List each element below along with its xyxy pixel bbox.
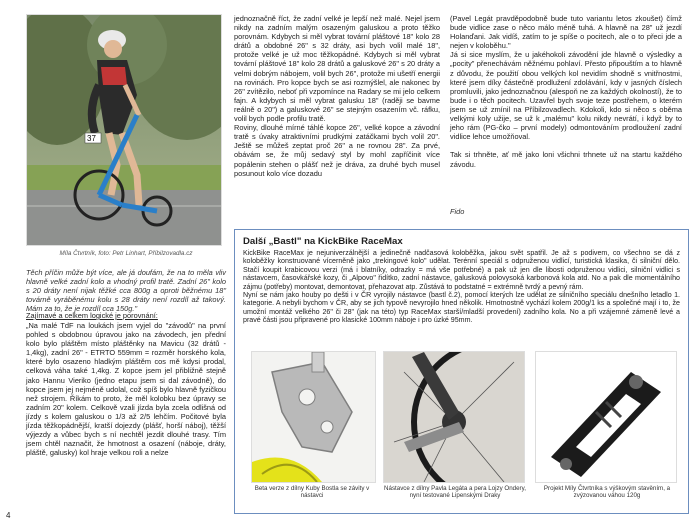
- black-bracket-graphic: [536, 352, 676, 482]
- sidebar-body: KickBike RaceMax je nejuniverzálnější a jedinečně nadčasová koloběžka, jakou svět spatřil. Je až s podivem, co všechno se dá z koloběžky konstruované vícerněně jako „trekingové kolo" udělat. Terénní speciál s odpruženou vidlicí, turistická klasika, či silniční dělo. Stačí koupit krabicovou verzi (má i blatníky, odrazky = má vše potřebné) a pak už jen dle libosti odpruženou vidlici, silniční vidlici s nástavcem, časovkářské kozy, či „Alpovo" řidítko, zadní nástavce, galusková polovysoká karbonová kola atd. No a pak dle momentálního zájmu (potřeby) montovat, demontovat, přehazovat atp. Zůstává to podstatné = extrémně tvrdý a pevný rám. Nyní se nám jako houby po dešti i v ČR vyrojily nástavce (bastl č.2), pomocí kterých lze udělat ze silničního speciálu dnešního letadlo 1. kategorie. A nebyli bychom v ČR, aby se jich typově nevyrojilo hned několik. Hmotnostně vychází kolem 200g/1 ks a společné mají i to, že umožní montáž velkého 26" či 28" (jak na této) typ RaceMax starší/mladší provedení) zadního kola. No a při vzájemné zámeně levé a pravé části jsou připravené pro klasické 100mm náboje i pro úzké 95mm.: [243, 249, 680, 325]
- wheel-hub-graphic: [384, 352, 524, 482]
- intro-italic-paragraph: Těch příčin může být více, ale já doufám, že na to měla vliv hlavně velké zadní kolo a vhodný profil tratě. Zadní 26" kolo s 20 dráty není nijak těžké cca 800g a oproti běžnému 18" továrně vyráběnému kolu s 28 dráty není rozdíl až takový. Mám za to, že je rozdíl cca 150g.": [26, 268, 226, 314]
- rider-photo-graphic: [27, 15, 221, 245]
- bracket-photo-1: [251, 351, 376, 483]
- rider-photo: [26, 14, 222, 246]
- column-1-body: „Na malé TdF na loukách jsem vyjel do "závodů" na první pohled s obdobnou úpravou jako na závodech, jen přední kolo bylo pláštěm místo pláštěnky na Mavicu (32 drátů - 1,4kg), zadní 26" - ETRTO 559mm = rozměr horského kola, které bylo osazeno hladkým pláštěm cos mě kdysi prodal, celková váha také 1,4kg. Z kopce jsem jel přibližně stejně jako Hannu Vieriko (jedno etapu jsem si dal závodně), do kopce jsem jej nejméně udolal, což spíš bylo hlavně fyzičkou než strojem. Říkám to proto, že měl kolobku bez úpravy se zadním 20" kolem. Celkově vzali jízda byla zcela odlišná od jízdy s kolem galuskou o 1/3 až 2/5 lehčím. Počitové byla jízda těžkopádnější, kratší dojezdy (plášť, horší náboj), těžší výjezdy a vůbec bych s ní nechtěl jezdit dlouhé trasy. Tím jsem chtěl naznačit, že hmotnost a osazení (náboje, dráty, pláště, galusky) kol hraje velkou roli a nelze: [26, 321, 226, 458]
- silver-bracket-graphic: [252, 352, 375, 482]
- column-3-body: (Pavel Legát pravděpodobně bude tuto variantu letos zkoušet) čímž bude vidlice zase o něco málo méně tuhá. A hlavně na 28" už jezdí Holanďani. Jak vidíš, zatím to je spíše o pocitech, ale o to přeci jde a nejen v koloběhu." Já si sice myslím, že u jakéhokoli závodění jde hlavně o výsledky a „pocity" přenechávám něžnému pohlaví. Přesto připouštím a to hlavně z důvodu, že použití obou velkých kol nevidím shodně s vnitřnostmi, které jsem díky částečně prodlužení zdolávání, kdy v jasných číslech promluvili, jako jednoznačnou (alespoň ne za každých okolností), že to bude i o těch pocitech. Uzavřel bych svoje teze postřehem, o kterém jsem se už zmínil na Příbilzovadlech. Kdokoli, kdo si něco s oběma velkými koly užije, se už k „malému" kolu nikdy nevrátí, i když by to jeho rám (PG-čko – první modely) odmontováním prodloužení zadní vidlice lehce umožňoval. Tak si trhněte, ať mě jako loni všichni trhnete už na startu každého závodu.: [450, 14, 682, 169]
- racemax-sidebar: [234, 229, 689, 514]
- signature: Fido: [450, 207, 465, 216]
- svg-text:37: 37: [87, 134, 96, 143]
- bracket-caption-2: Nástavce z dílny Pavla Legáta a pera Lojzy Ondery, nyní testované Lipenskými Draky: [384, 485, 526, 500]
- page-number: 4: [6, 511, 11, 520]
- column-2-body: jednoznačně říct, že zadní velké je lepší než malé. Nejel jsem nikdy na zadním malým osazeným galuskou a proto těžko porovnám. Kdybych si měl vybrat tovární pláštové 18" kolo 28 drátů a obdobné 26" s 32 dráty, asi bych volil malé 18", protože velké je už moc těžkopádné. Kdybych si měl vybrat tovární pláštové 18" kolo 28 drátů a galuskové 26" s 20 dráty a velmi dobrým nábojem, volil bych 26", protože mi ušetří energii na rovinách. Pro kopce bych se asi rozmýšlel, ale nakonec by 26" zvítězilo, neboť při vzpomínce na Radary se mi jelo celkem fajn. A kdybych si měl vybrat galusku 18" (raději se bavme reálně o 20") a galuskové 26" se stejným osazením vč. ráfku, volil bych podle profilu tratě. Roviny, dlouhé mírné táhlé kopce 26", velké kopce a závodní tratě s úvaky atraktivními prudkými zatáčkami bych volil 20". Ještě se můžeš zeptat proč 26" a ne rovnou 28". Za prvé, obávám se, že můj sedavý styl by mohl zapříčinit více popálenin stehen o plášť než je dráva, za druhé bych musel posunout kolo více dozadu: [234, 14, 440, 178]
- sidebar-title: Další „Bastl" na KickBike RaceMax: [243, 236, 403, 247]
- comparison-subheading: Zajímavé a celkem logické je porovnání:: [26, 311, 158, 320]
- bracket-photo-3: [535, 351, 677, 483]
- photo-caption: Míla Čtvrtník, foto: Petr Linhart, Příbilzovadla.cz: [59, 250, 193, 257]
- bracket-caption-3: Projekt Míly Čtvrtníka s výškovým stavěním, a zvýzovanou váhou 120g: [543, 485, 671, 500]
- bracket-photo-2: [383, 351, 525, 483]
- bracket-caption-1: Beta verze z dílny Kuby Bostla se závity v nástavci: [254, 485, 370, 500]
